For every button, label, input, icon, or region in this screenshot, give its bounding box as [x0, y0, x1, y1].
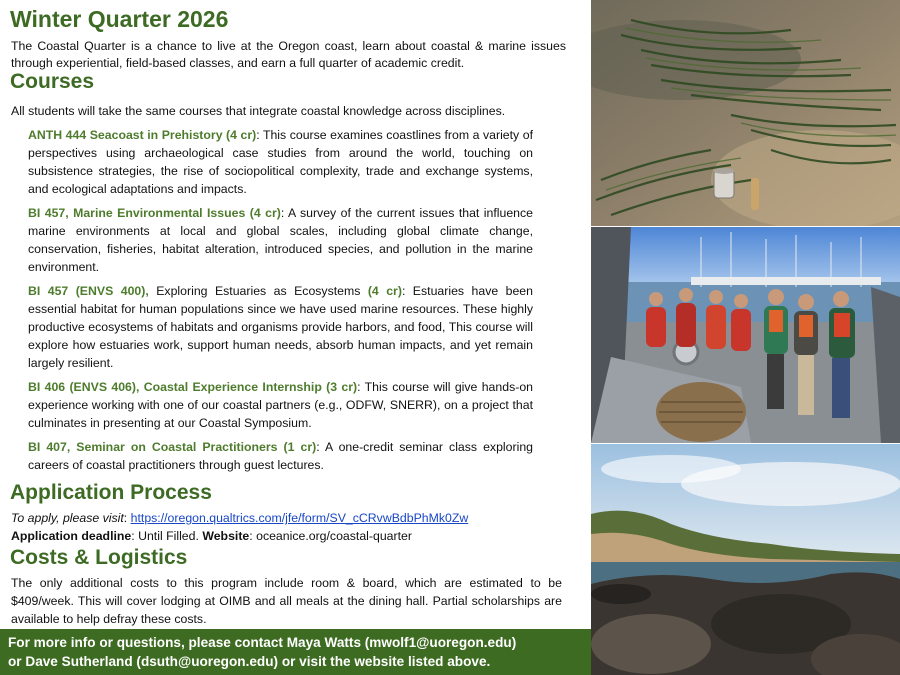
- course-title: BI 457, Marine Environmental Issues (4 cr): [28, 206, 281, 220]
- rocky-coast-photo: [591, 444, 900, 675]
- course-item-bi406: [28, 378, 533, 432]
- course-item-bi457-marine: [28, 204, 533, 276]
- intro-paragraph: The Coastal Quarter is a chance to live at the Oregon coast, learn about coastal & marine issues through experiential, field-based classes, and earn a full quarter of academic credit.: [11, 39, 566, 70]
- footer-line-2: or Dave Sutherland (dsuth@uoregon.edu) or visit the website listed above.: [8, 654, 491, 669]
- courses-subtitle: All students will take the same courses that integrate coastal knowledge across disciplines.: [11, 104, 506, 118]
- deadline-value: : Until Filled.: [131, 529, 203, 543]
- apply-label: To apply, please visit: [11, 511, 124, 525]
- apply-colon: :: [123, 511, 131, 525]
- application-link[interactable]: https://oregon.qualtrics.com/jfe/form/SV_cCRvwBdbPhMk0Zw: [130, 511, 469, 525]
- website-label: Website: [202, 529, 250, 543]
- course-credit: (4 cr): [367, 284, 402, 298]
- course-item-bi407: [28, 438, 533, 474]
- website-value: : oceanice.org/coastal-quarter: [249, 529, 412, 543]
- course-description: : A one-credit seminar class exploring careers of coastal practitioners through guest lectures.: [28, 440, 533, 472]
- course-title: BI 407, Seminar on Coastal Practitioners (1 cr): [28, 440, 317, 454]
- courses-heading: Courses: [10, 70, 95, 93]
- costs-paragraph: The only additional costs to this program include room & board, which are estimated to be $409/week. This will cover lodging at OIMB and all meals at the dining hall. Partial scholarships are available to help defray these costs.: [11, 576, 562, 626]
- footer-line-1: For more info or questions, please contact Maya Watts (mwolf1@uoregon.edu): [8, 635, 517, 650]
- application-heading: Application Process: [10, 481, 212, 504]
- course-description: : This course will give hands-on experience working with one of our coastal partners (e.g., ODFW, SNERR), on a project that culminates in presenting at our Coastal Symposium.: [28, 380, 533, 430]
- course-item-bi457-estuaries: [28, 282, 533, 372]
- photo-column: [591, 0, 900, 675]
- contact-footer: [0, 629, 591, 675]
- costs-heading: Costs & Logistics: [10, 546, 188, 569]
- apply-line: [11, 510, 468, 527]
- course-description: : This course examines coastlines from a variety of perspectives using archaeological case studies from around the world, touching on subsistence strategies, the rise of sociopolitical complexity, trade and exchange systems, and ecological adaptations and impacts.: [28, 128, 533, 196]
- course-title: BI 406 (ENVS 406), Coastal Experience Internship (3 cr): [28, 380, 358, 394]
- course-title-mid: Exploring Estuaries as Ecosystems: [148, 284, 368, 298]
- course-title: ANTH 444 Seacoast in Prehistory (4 cr): [28, 128, 257, 142]
- course-description: : A survey of the current issues that influence marine environments at local and global scales, including global climate change, conservation, fisheries, habitat alteration, introduced species, and pollution in the marine environment.: [28, 206, 533, 274]
- page-title: Winter Quarter 2026: [10, 6, 229, 32]
- course-title: BI 457 (ENVS 400),: [28, 284, 149, 298]
- group-on-boat-photo: [591, 227, 900, 443]
- course-item-anth444: [28, 126, 533, 198]
- course-description: : Estuaries have been essential habitat for human populations since we have used marine resources. These highly productive ecosystems of habitats and organisms provide harbors, and food, This course will explore how estuaries work, support human needs, absorb human impacts, and yet remain largely resilient.: [28, 284, 533, 370]
- deadline-label: Application deadline: [11, 529, 132, 543]
- deadline-line: [11, 528, 412, 545]
- eelgrass-mudflat-photo: [591, 0, 900, 226]
